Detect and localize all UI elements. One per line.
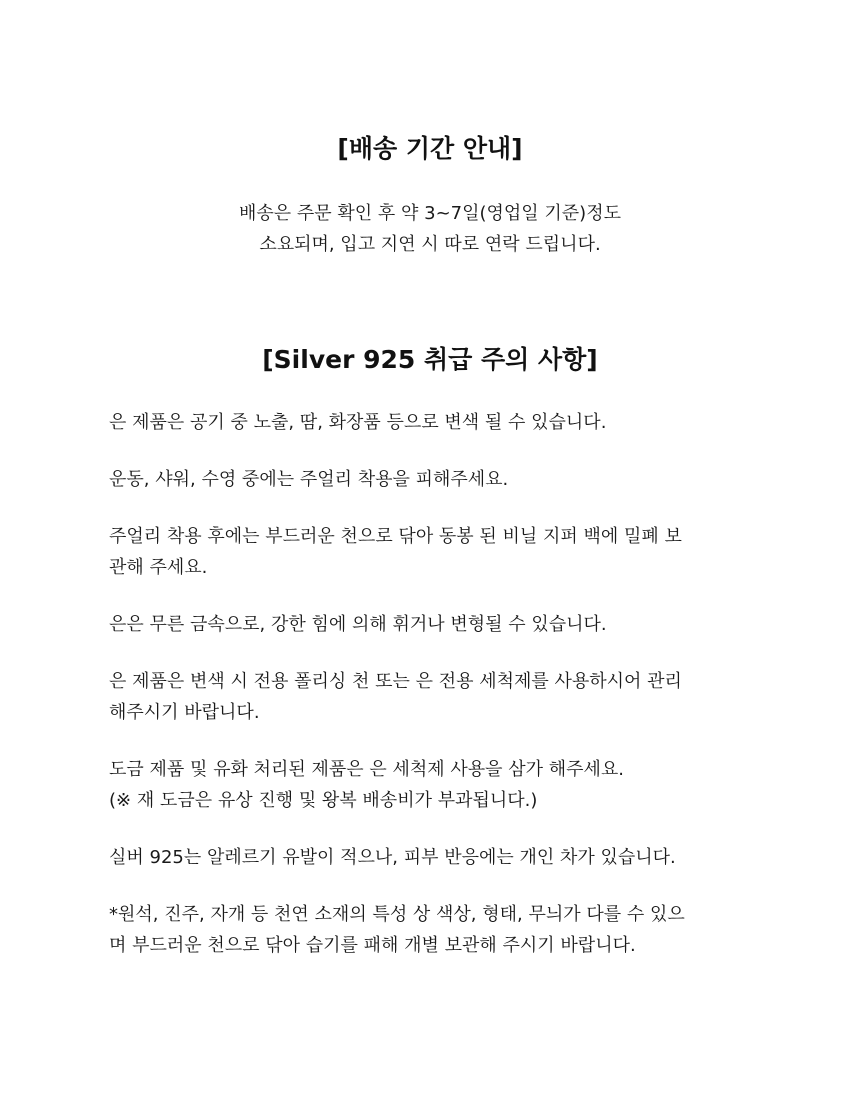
care-note-line: 실버 925는 알레르기 유발이 적으나, 피부 반응에는 개인 차가 있습니다. bbox=[109, 847, 676, 868]
care-note-line: 은 제품은 변색 시 전용 폴리싱 천 또는 은 전용 세척제를 사용하시어 관리 bbox=[109, 671, 682, 692]
shipping-period-description bbox=[0, 198, 860, 260]
care-note-line: 은 제품은 공기 중 노출, 땀, 화장품 등으로 변색 될 수 있습니다. bbox=[109, 412, 607, 433]
shipping-period-line: 배송은 주문 확인 후 약 3~7일(영업일 기준)정도 bbox=[239, 203, 621, 224]
silver-care-title: [Silver 925 취급 주의 사항] bbox=[262, 345, 598, 374]
shipping-period-title: [배송 기간 안내] bbox=[337, 134, 523, 163]
care-note-line: 관해 주세요. bbox=[109, 557, 208, 578]
care-note-line: 운동, 샤워, 수영 중에는 주얼리 착용을 피해주세요. bbox=[109, 469, 509, 490]
care-note-line: 도금 제품 및 유화 처리된 제품은 은 세척제 사용을 삼가 해주세요. bbox=[109, 759, 625, 780]
care-note-line: 주얼리 착용 후에는 부드러운 천으로 닦아 동봉 된 비닐 지퍼 백에 밀폐 보 bbox=[109, 526, 682, 547]
care-note-line: 며 부드러운 천으로 닦아 습기를 패해 개별 보관해 주시기 바랍니다. bbox=[109, 935, 636, 956]
care-note bbox=[109, 521, 769, 583]
care-note-line: 해주시기 바랍니다. bbox=[109, 702, 260, 723]
care-note-line: 은은 무른 금속으로, 강한 힘에 의해 휘거나 변형될 수 있습니다. bbox=[109, 614, 607, 635]
care-note bbox=[109, 609, 769, 640]
silver-care-notes bbox=[109, 407, 769, 987]
shipping-period-line: 소요되며, 입고 지연 시 따로 연락 드립니다. bbox=[259, 234, 601, 255]
care-note bbox=[109, 666, 769, 728]
care-note bbox=[109, 842, 769, 873]
care-note bbox=[109, 754, 769, 816]
care-note bbox=[109, 407, 769, 438]
care-note-line: *원석, 진주, 자개 등 천연 소재의 특성 상 색상, 형태, 무늬가 다를 수 있으 bbox=[109, 904, 685, 925]
care-note-line: (※ 재 도금은 유상 진행 및 왕복 배송비가 부과됩니다.) bbox=[109, 790, 538, 811]
care-note bbox=[109, 464, 769, 495]
care-note bbox=[109, 899, 769, 961]
